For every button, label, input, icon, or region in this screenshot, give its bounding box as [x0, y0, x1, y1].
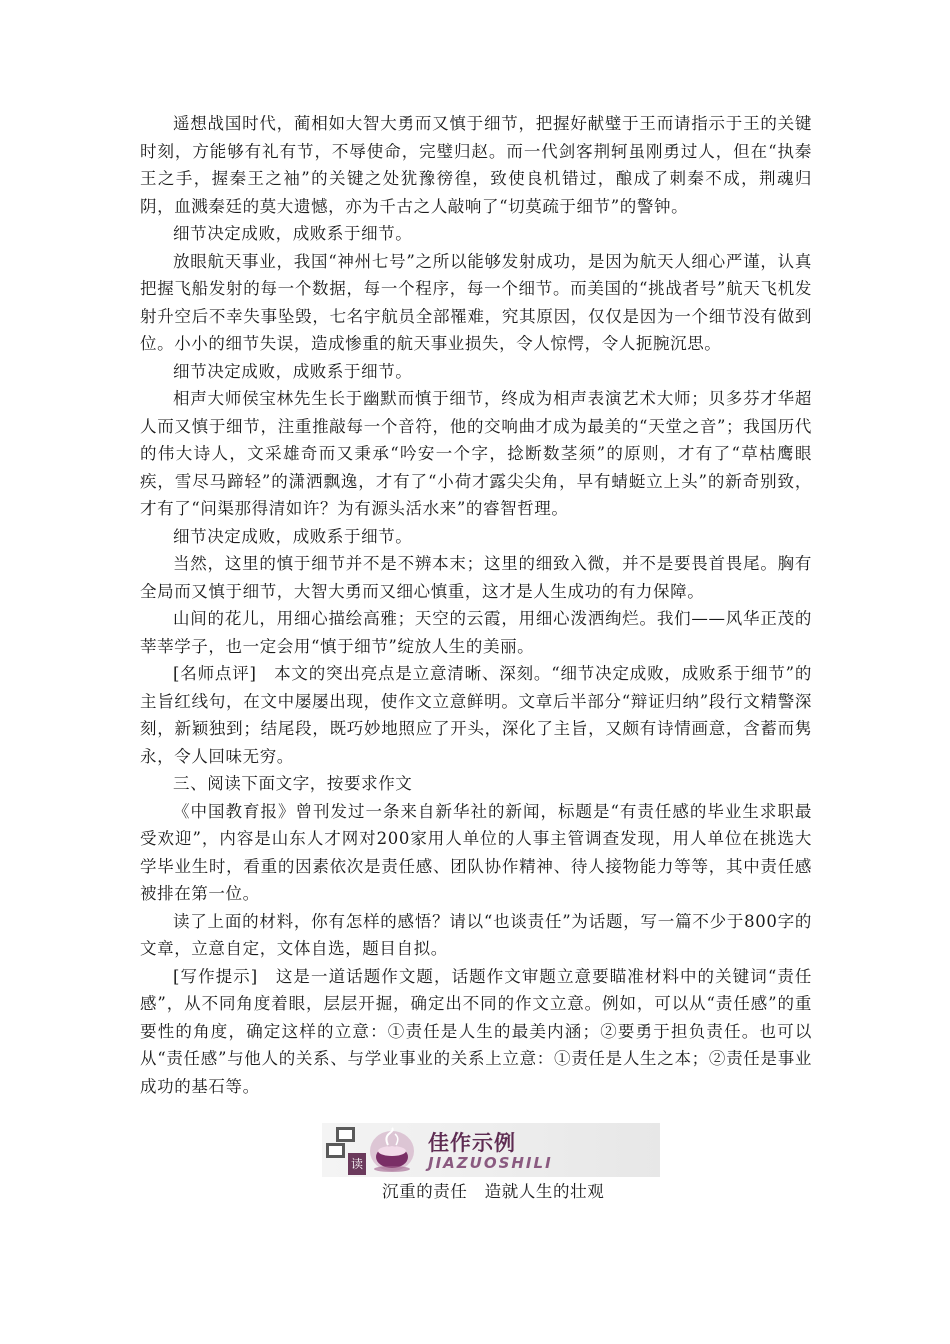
paragraph-writing-tips: [写作提示] 这是一道话题作文题，话题作文审题立意要瞄准材料中的关键词“责任感”，从不同角度着眼，层层开掘，确定出不同的作文立意。例如，可以从“责任感”的重要性的角度，确定这样的立意：①责任是人生的最美内涵；②要勇于担负责任。也可以从“责任感”与他人的关系、与学业事业的关系上立意：①责任是人生之本；②责任是事业成功的基石等。	[140, 966, 813, 1096]
article-body	[140, 110, 812, 1100]
paragraph-teacher-comment: [名师点评] 本文的突出亮点是立意清晰、深刻。“细节决定成败，成败系于细节”的主旨红线句，在文中屡屡出现，使作文立意鲜明。文章后半部分“辩证归纳”段行文精警深刻，新颖独到；结尾段，既巧妙地照应了开头，深化了主旨，又颇有诗情画意，含蓄而隽永，令人回味无穷。	[140, 664, 812, 766]
model-essay-banner	[322, 1123, 660, 1177]
essay-title: 沉重的责任 造就人生的壮观	[382, 1182, 605, 1201]
pin-logo	[326, 1127, 362, 1173]
paragraph-refrain-3: 细节决定成败，成败系于细节。	[173, 526, 413, 546]
paragraph-artists: 相声大师侯宝林先生长于幽默而慎于细节，终成为相声表演艺术大师；贝多芬才华超人而又慎于细节，注重推敲每一个音符，他的交响曲才成为最美的“天堂之音”；我国历代的伟大诗人，文采雄奇而又秉承“吟安一个字，捻断数茎须”的原则，才有了“草枯鹰眼疾，雪尽马蹄轻”的潇洒飘逸，才有了“小荷才露尖尖角，早有蜻蜓立上头”的新奇别致，才有了“问渠那得清如许？为有源头活水来”的睿智哲理。	[140, 389, 812, 518]
teacup-icon	[366, 1127, 418, 1175]
paragraph-news-material: 《中国教育报》曾刊发过一条来自新华社的新闻，标题是“有责任感的毕业生求职最受欢迎”，内容是山东人才网对200家用人单位的人事主管调查发现，用人单位在挑选大学毕业生时，看重的因素依次是责任感、团队协作精神、待人接物能力等等，其中责任感被排在第一位。	[140, 801, 812, 903]
paragraph-refrain-1: 细节决定成败，成败系于细节。	[173, 224, 413, 243]
paragraph-aerospace: 放眼航天事业，我国“神州七号”之所以能够发射成功，是因为航天人细心严谨，认真把握飞船发射的每一个数据，每一个程序，每一个细节。而美国的“挑战者号”航天飞机发射升空后不幸失事坠毁，七名宇航员全部罹难，究其原因，仅仅是因为一个细节没有做到位。小小的细节失误，造成惨重的航天事业损失，令人惊愕，令人扼腕沉思。	[140, 251, 812, 353]
banner-subtitle: JIAZUOSHILI	[428, 1154, 553, 1172]
paragraph-refrain-2: 细节决定成败，成败系于细节。	[173, 361, 413, 381]
du-label: 读	[348, 1153, 366, 1175]
paragraph-task: 读了上面的材料，你有怎样的感悟？请以“也谈责任”为话题，写一篇不少于800字的文章，立意自定，文体自选，题目自拟。	[140, 911, 812, 958]
paragraph-lin-xiangru: 遥想战国时代，蔺相如大智大勇而又慎于细节，把握好献璧于王而请指示于王的关键时刻，方能够有礼有节，不辱使命，完璧归赵。而一代剑客荆轲虽刚勇过人，但在“执秦王之手，握秦王之袖”的关键之处犹豫徬徨，致使良机错过，酿成了刺秦不成，荆魂归阴，血溅秦廷的莫大遗憾，亦为千古之人敲响了“切莫疏于细节”的警钟。	[140, 114, 812, 216]
paragraph-conclusion: 山间的花儿，用细心描绘高雅；天空的云霞，用细心泼洒绚烂。我们——风华正茂的莘莘学子，也一定会用“慎于细节”绽放人生的美丽。	[140, 609, 812, 656]
paragraph-section-heading: 三、阅读下面文字，按要求作文	[173, 774, 413, 793]
banner-title: 佳作示例	[428, 1131, 516, 1155]
paragraph-dialectic: 当然，这里的慎于细节并不是不辨本末；这里的细致入微，并不是要畏首畏尾。胸有全局而又慎于细节，大智大勇而又细心慎重，这才是人生成功的有力保障。	[140, 554, 812, 601]
